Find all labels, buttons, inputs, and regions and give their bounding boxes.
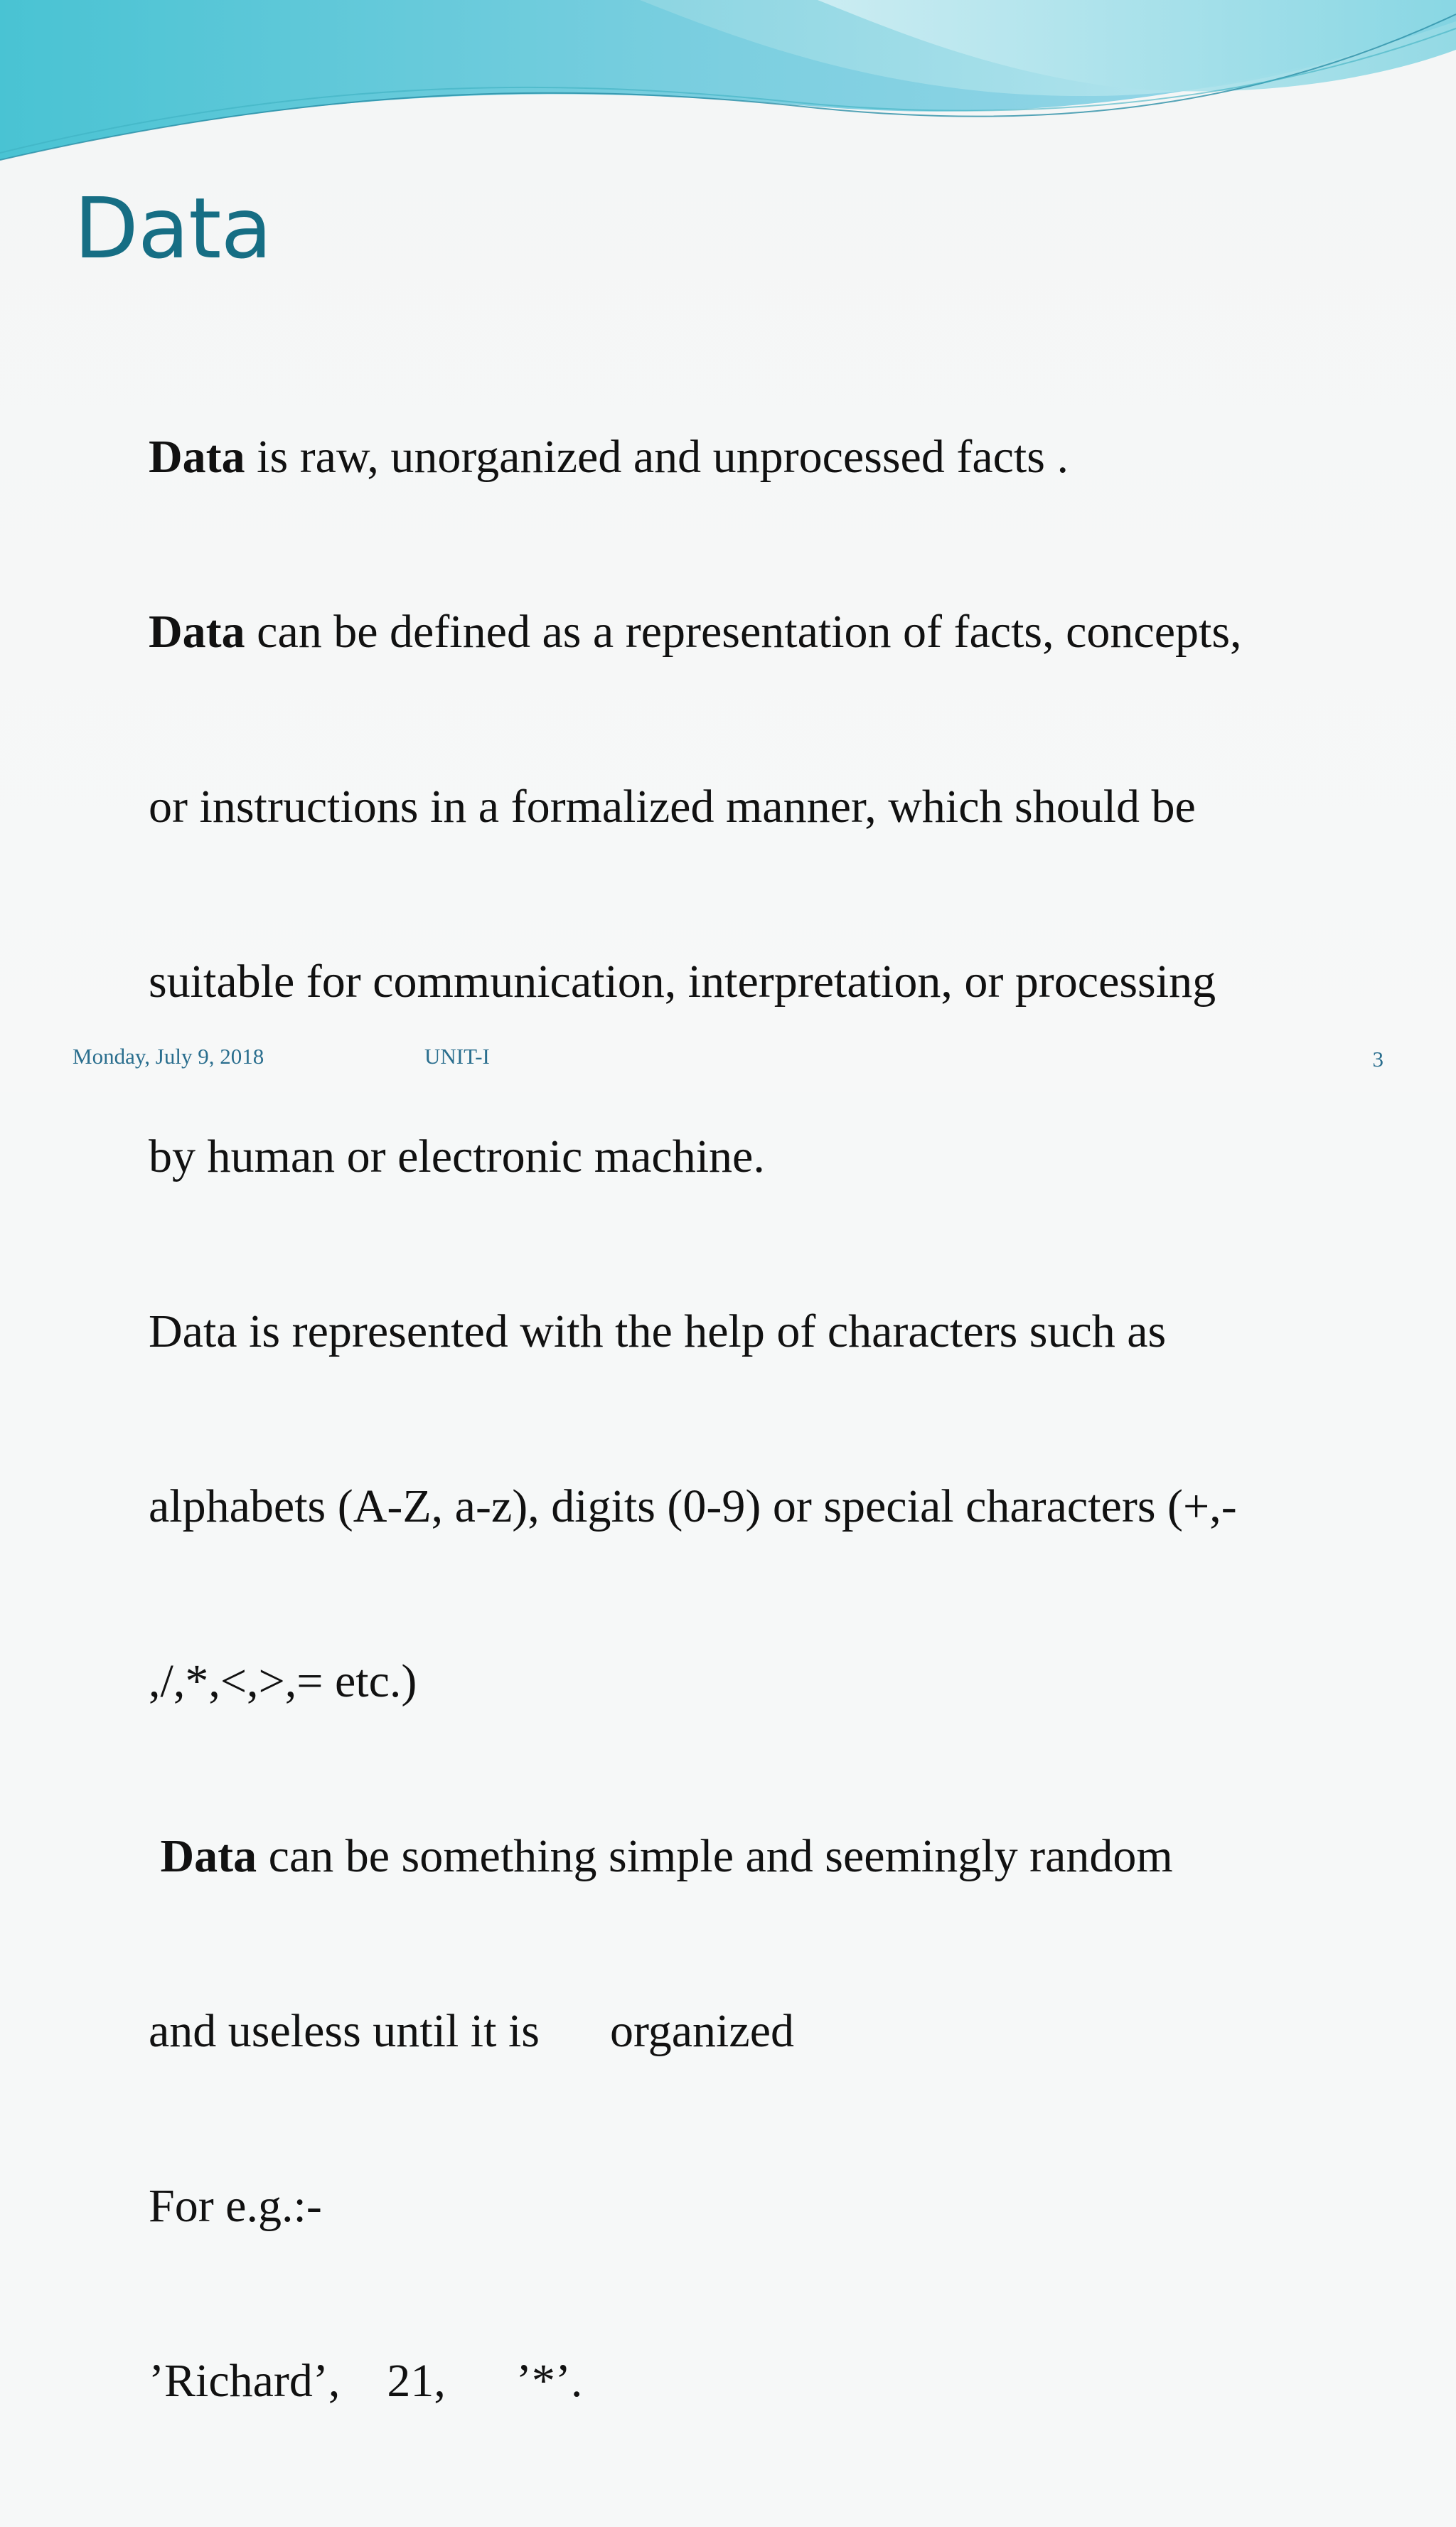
line-text: ,/,*,<,>,= etc.): [149, 1655, 417, 1707]
slide-body: [149, 311, 1428, 2527]
line-text: Data is represented with the help of characters such as: [149, 1305, 1167, 1357]
bold-term: Data: [160, 1830, 257, 1882]
body-line: [149, 953, 1428, 1011]
footer-page-number: 3: [1372, 1047, 1383, 1072]
body-line: [149, 2177, 1428, 2235]
body-line: [149, 1827, 1428, 1886]
body-line: [149, 1303, 1428, 1361]
line-text: or instructions in a formalized manner, which should be: [149, 781, 1196, 833]
body-line: [149, 1478, 1428, 1536]
bold-term: Data: [149, 606, 245, 658]
body-line: [149, 1128, 1428, 1186]
bold-term: Data: [149, 431, 245, 483]
slide-title: Data: [74, 179, 272, 277]
line-text: ’Richard’, 21, ’*’.: [149, 2355, 583, 2407]
body-line: [149, 2352, 1428, 2410]
body-line: [149, 1652, 1428, 1711]
header-wave-decoration: [0, 0, 1456, 171]
body-line: [149, 428, 1428, 486]
footer-unit: UNIT-I: [424, 1044, 490, 1069]
line-text: by human or electronic machine.: [149, 1131, 765, 1182]
line-text: is raw, unorganized and unprocessed facts .: [245, 431, 1069, 483]
line-text: and useless until it is organized: [149, 2005, 794, 2057]
line-text: suitable for communication, interpretation, or processing: [149, 956, 1216, 1008]
body-line: [149, 778, 1428, 836]
body-line: [149, 603, 1428, 661]
footer-date: Monday, July 9, 2018: [73, 1044, 264, 1069]
line-text: can be defined as a representation of facts, concepts,: [245, 606, 1242, 658]
line-text: For e.g.:-: [149, 2180, 322, 2232]
line-text: can be something simple and seemingly random: [257, 1830, 1173, 1882]
line-lead: [149, 1830, 161, 1882]
body-line: [149, 2002, 1428, 2061]
line-text: alphabets (A-Z, a-z), digits (0-9) or special characters (+,-: [149, 1480, 1237, 1532]
